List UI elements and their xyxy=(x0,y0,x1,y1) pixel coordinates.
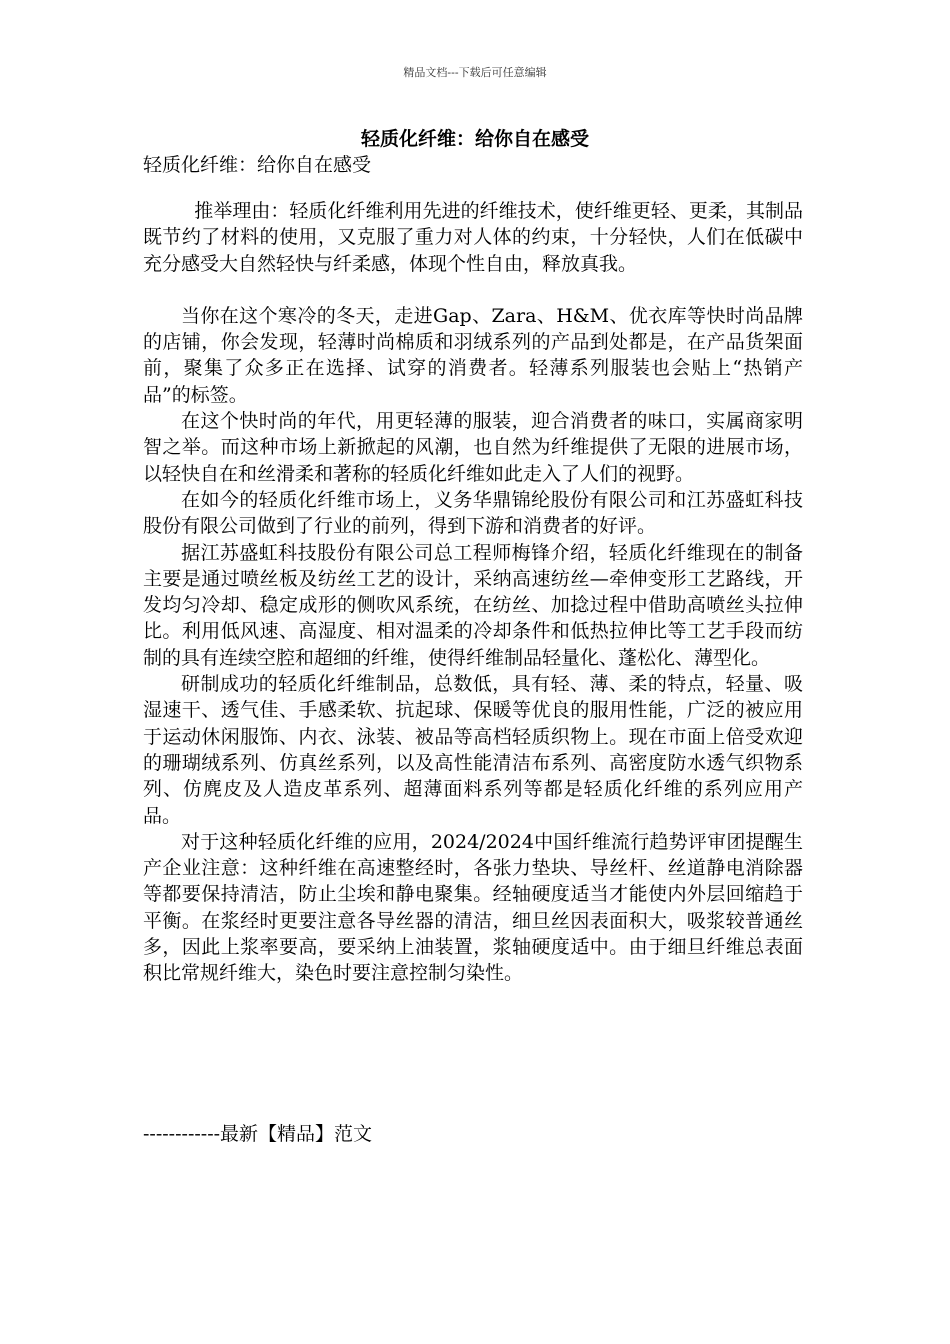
document-subtitle: 轻质化纤维：给你自在感受 xyxy=(143,154,372,176)
paragraph: 据江苏盛虹科技股份有限公司总工程师梅锋介绍，轻质化纤维现在的制备主要是通过喷丝板及纺丝工艺的设计，采纳高速纺丝—牵伸变形工艺路线，开发均匀冷却、稳定成形的侧吹风系统，在纺丝、加捻过程中借助高喷丝头拉伸比。利用低风速、高湿度、相对温柔的冷却条件和低热拉伸比等工艺手段而纺制的具有连续空腔和超细的纤维，使得纤维制品轻量化、蓬松化、薄型化。 xyxy=(143,541,803,669)
paragraph: 研制成功的轻质化纤维制品，总数低，具有轻、薄、柔的特点，轻量、吸湿速干、透气佳、手感柔软、抗起球、保暖等优良的服用性能，广泛的被应用于运动休闲服饰、内衣、泳装、被品等高档轻质织物上。现在市面上倍受欢迎的珊瑚绒系列、仿真丝系列，以及高性能清洁布系列、高密度防水透气织物系列、仿麂皮及人造皮革系列、超薄面料系列等都是轻质化纤维的系列应用产品。 xyxy=(143,673,803,827)
page-header-note: 精品文档---下载后可任意编辑 xyxy=(403,66,547,79)
document-title: 轻质化纤维：给你自在感受 xyxy=(360,128,589,150)
paragraph: 在这个快时尚的年代，用更轻薄的服装，迎合消费者的味口，实属商家明智之举。而这种市场上新掀起的风潮，也自然为纤维提供了无限的进展市场，以轻快自在和丝滑柔和著称的轻质化纤维如此走入了人们的视野。 xyxy=(143,410,803,485)
paragraph: 对于这种轻质化纤维的应用，2024/2024中国纤维流行趋势评审团提醒生产企业注意：这种纤维在高速整经时，各张力垫块、导丝杆、丝道静电消除器等都要保持清洁，防止尘埃和静电聚集。经轴硬度适当才能使内外层回缩趋于平衡。在浆经时更要注意各导丝器的清洁，细旦丝因表面积大，吸浆较普通丝多，因此上浆率要高，要采纳上油装置，浆轴硬度适中。由于细旦纤维总表面积比常规纤维大，染色时要注意控制匀染性。 xyxy=(143,830,803,985)
paragraph-recommendation: 推举理由：轻质化纤维利用先进的纤维技术，使纤维更轻、更柔，其制品既节约了材料的使用，又克服了重力对人体的约束，十分轻快，人们在低碳中充分感受大自然轻快与纤柔感，体现个性自由，释放真我。 xyxy=(143,200,803,275)
footer-note: ------------最新【精品】范文 xyxy=(143,1123,373,1145)
document-body xyxy=(143,198,803,987)
paragraph: 在如今的轻质化纤维市场上，义务华鼎锦纶股份有限公司和江苏盛虹科技股份有限公司做到了行业的前列，得到下游和消费者的好评。 xyxy=(143,488,803,538)
paragraph-spacer xyxy=(143,277,803,303)
paragraph: 当你在这个寒冷的冬天，走进Gap、Zara、H&M、优衣库等快时尚品牌的店铺，你会发现，轻薄时尚棉质和羽绒系列的产品到处都是，在产品货架面前，聚集了众多正在选择、试穿的消费者。轻薄系列服装也会贴上“热销产品”的标签。 xyxy=(143,304,803,406)
